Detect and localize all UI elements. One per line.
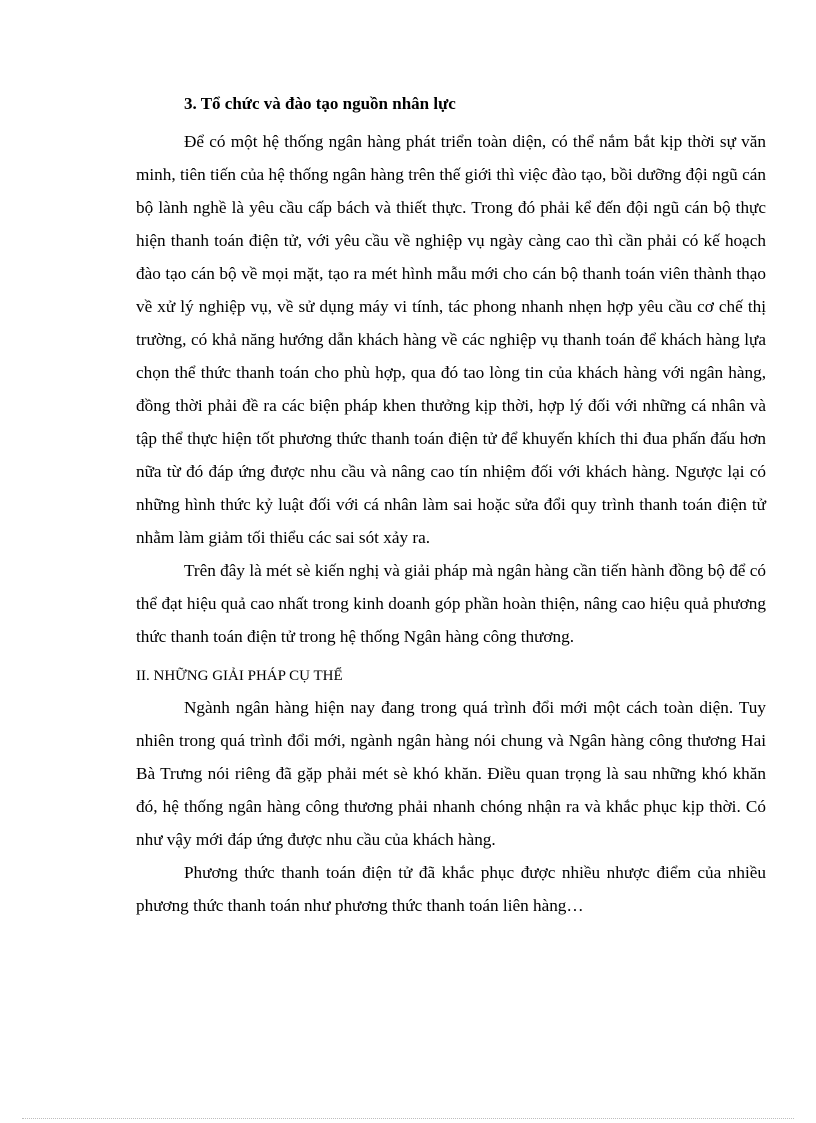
section-II-paragraph-1: Ngành ngân hàng hiện nay đang trong quá trình đổi mới một cách toàn diện. Tuy nhiên trong quá trình đổi mới, ngành ngân hàng nói chung và Ngân hàng công thương Hai Bà Trưng nói riêng đã gặp phải mét sè khó khăn. Điều quan trọng là sau những khó khăn đó, hệ thống ngân hàng công thương phải nhanh chóng nhận ra và khắc phục kịp thời. Có như vậy mới đáp ứng được nhu cầu của khách hàng. bbox=[136, 698, 766, 849]
document-page bbox=[136, 93, 766, 922]
section-3-paragraph-1: Để có một hệ thống ngân hàng phát triển toàn diện, có thể nắm bắt kịp thời sự văn minh, tiên tiến của hệ thống ngân hàng trên thế giới thì việc đào tạo, bồi dưỡng đội ngũ cán bộ lành nghề là yêu cầu cấp bách và thiết thực. Trong đó phải kể đến đội ngũ cán bộ thực hiện thanh toán điện tử, với yêu cầu về nghiệp vụ ngày càng cao thì cần phải có kế hoạch đào tạo cán bộ về mọi mặt, tạo ra mét hình mẫu mới cho cán bộ thanh toán viên thành thạo về xử lý nghiệp vụ, về sử dụng máy vi tính, tác phong nhanh nhẹn hợp yêu cầu cơ chế thị trường, có khả năng hướng dẫn khách hàng về các nghiệp vụ thanh toán để khách hàng lựa chọn thể thức thanh toán cho phù hợp, qua đó tao lòng tin của khách hàng với ngân hàng, đồng thời phải đề ra các biện pháp khen thưởng kịp thời, hợp lý đối với những cá nhân và tập thể thực hiện tốt phương thức thanh toán điện tử để khuyến khích thi đua phấn đấu hơn nữa từ đó đáp ứng được nhu cầu và nâng cao tín nhiệm đối với khách hàng. Ngược lại có những hình thức kỷ luật đối với cá nhân làm sai hoặc sửa đổi quy trình thanh toán điện tử nhằm làm giảm tối thiểu các sai sót xảy ra. bbox=[136, 132, 766, 547]
section-II-paragraph-2: Phương thức thanh toán điện tử đã khắc phục được nhiều nhược điểm của nhiều phương thức thanh toán như phương thức thanh toán liên hàng… bbox=[136, 863, 766, 915]
section-II-heading: II. NHỮNG GIẢI PHÁP CỤ THỂ bbox=[136, 668, 343, 684]
page-bottom-divider bbox=[22, 1118, 794, 1119]
section-3-paragraph-2: Trên đây là mét sè kiến nghị và giải pháp mà ngân hàng cần tiến hành đồng bộ để có thể đạt hiệu quả cao nhất trong kinh doanh góp phần hoàn thiện, nâng cao hiệu quả phương thức thanh toán điện tử trong hệ thống Ngân hàng công thương. bbox=[136, 561, 766, 646]
section-3-heading: 3. Tổ chức và đào tạo nguồn nhân lực bbox=[184, 94, 456, 113]
